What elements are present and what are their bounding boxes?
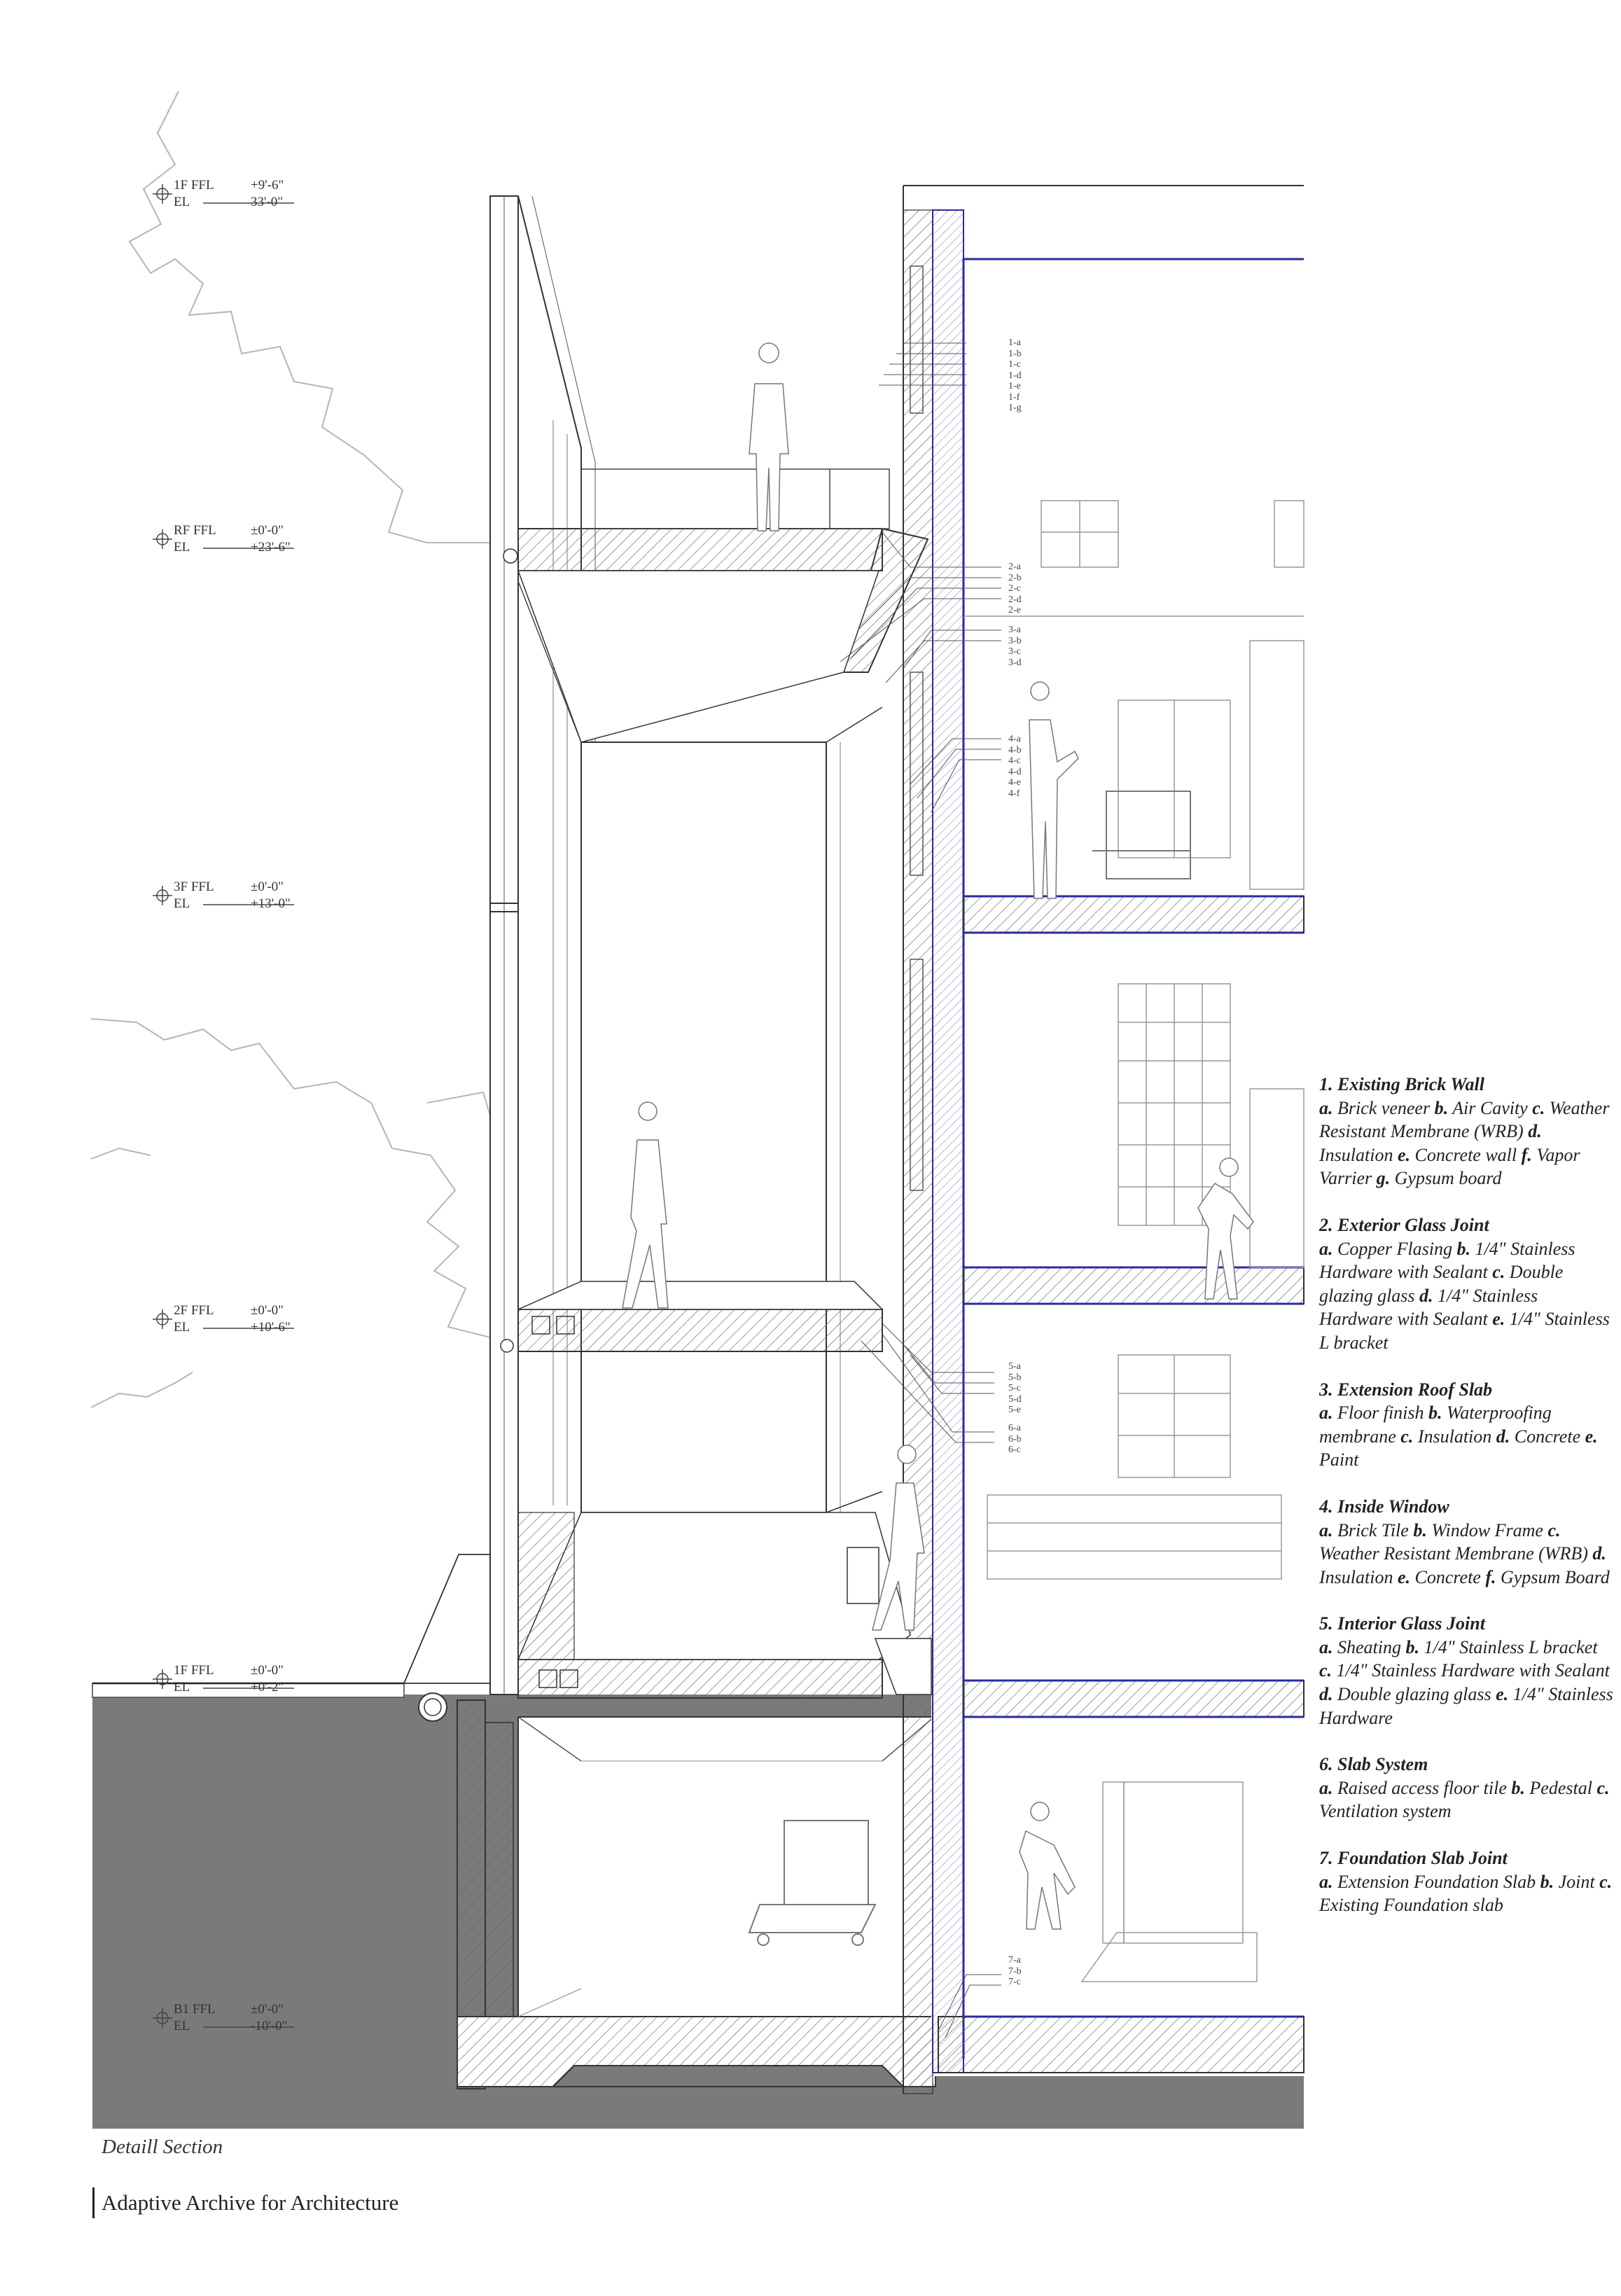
legend-section (1319, 1213, 1613, 1355)
legend-section-title: 4. Inside Window (1319, 1496, 1449, 1517)
legend-item-key: d. (1592, 1543, 1606, 1564)
legend-item-key: d. (1496, 1426, 1510, 1447)
legend-section-title: 6. Slab System (1319, 1754, 1428, 1775)
legend-item-key: b. (1434, 1097, 1449, 1118)
elevation-label: EL (174, 540, 190, 555)
legend-item-text: Weather Resistant Membrane (WRB) (1319, 1543, 1593, 1564)
level-name: 1F FFL (174, 1663, 214, 1678)
legend-section-body (1319, 1636, 1613, 1730)
legend-item-key: e. (1397, 1566, 1410, 1587)
legend-section-title: 7. Foundation Slab Joint (1319, 1848, 1508, 1869)
legend-item-text: Copper Flasing (1333, 1238, 1457, 1259)
detail-tag: 5-e (1008, 1405, 1021, 1415)
legend-item-key: e. (1397, 1144, 1410, 1165)
legend-item-text: Double glazing glass (1333, 1684, 1496, 1705)
legend-item-text: Existing Foundation slab (1319, 1895, 1503, 1916)
legend-item-key: b. (1413, 1519, 1427, 1540)
legend-item-text: Concrete (1510, 1426, 1585, 1447)
legend-item-text: Double glazing glass (1319, 1262, 1564, 1306)
detail-tag: 1-c (1008, 359, 1021, 370)
legend-section-body (1319, 1401, 1613, 1472)
elevation-label: EL (174, 1680, 190, 1695)
tag-group-7 (1008, 1955, 1022, 1988)
legend-section-body (1319, 1519, 1613, 1589)
legend-item-key: b. (1540, 1871, 1554, 1892)
level-value: +9'-6" (251, 178, 284, 193)
legend-item-key: a. (1319, 1519, 1333, 1540)
tree-outline (91, 91, 494, 1407)
detail-tag: 1-b (1008, 348, 1022, 359)
legend-item-key: b. (1511, 1777, 1525, 1798)
detail-tag: 2-e (1008, 605, 1021, 615)
legend-section-body (1319, 1237, 1613, 1355)
legend-item-text: Ventilation system (1319, 1801, 1452, 1822)
legend-item-text: Raised access floor tile (1333, 1777, 1512, 1798)
detail-tag: 5-b (1008, 1372, 1022, 1383)
legend-item-key: c. (1596, 1777, 1610, 1798)
glass-extension (490, 196, 931, 1698)
detail-tag: 7-a (1008, 1955, 1021, 1965)
existing-building (903, 186, 1304, 2094)
legend-item-text: Gypsum Board (1496, 1566, 1610, 1587)
tag-group-2 (1008, 562, 1022, 616)
legend-item-key: d. (1528, 1121, 1542, 1142)
detail-tag: 4-a (1008, 734, 1021, 744)
legend-item-key: a. (1319, 1403, 1333, 1424)
legend-item-key: d. (1319, 1684, 1333, 1705)
legend-item-text: Insulation (1319, 1566, 1398, 1587)
legend-item-key: f. (1485, 1566, 1496, 1587)
level-value: ±0'-0" (251, 1303, 284, 1318)
elevation-label: EL (174, 896, 190, 911)
legend-item-text: 1/4" Stainless L bracket (1419, 1636, 1598, 1657)
legend-section (1319, 1378, 1613, 1472)
legend-item-text: 1/4" Stainless Hardware (1319, 1684, 1613, 1728)
legend-item-key: e. (1585, 1426, 1598, 1447)
legend-item-key: c. (1400, 1426, 1414, 1447)
detail-tag: 7-c (1008, 1977, 1021, 1987)
legend-item-text: Insulation (1319, 1144, 1398, 1165)
legend-item-key: e. (1496, 1684, 1509, 1705)
detail-tag: 2-d (1008, 594, 1022, 605)
legend-item-key: c. (1599, 1871, 1613, 1892)
level-name: 2F FFL (174, 1303, 214, 1318)
person-on-roof (749, 343, 788, 531)
elevation-value: +10'-6" (251, 1320, 291, 1335)
legend-section (1319, 1753, 1613, 1823)
legend-item-key: c. (1532, 1097, 1545, 1118)
legend-section (1319, 1073, 1613, 1190)
legend-item-text: Paint (1319, 1449, 1359, 1470)
legend-item-text: Floor finish (1333, 1403, 1429, 1424)
detail-tag: 1-a (1008, 338, 1021, 348)
legend-item-text: Brick Tile (1333, 1519, 1414, 1540)
legend-section-title: 3. Extension Roof Slab (1319, 1379, 1493, 1400)
detail-tag: 3-d (1008, 657, 1022, 668)
legend-item-key: g. (1376, 1168, 1391, 1189)
level-name: 3F FFL (174, 879, 214, 894)
tag-group-4 (1008, 734, 1022, 799)
level-name: 1F FFL (174, 178, 214, 193)
elevation-value: 33'-0" (251, 195, 284, 209)
legend-item-text: 1/4" Stainless Hardware with Sealant (1319, 1285, 1538, 1330)
tag-group-5 (1008, 1361, 1022, 1416)
legend-item-key: a. (1319, 1097, 1333, 1118)
legend-item-key: c. (1319, 1660, 1333, 1681)
legend-item-key: a. (1319, 1777, 1333, 1798)
legend-item-text: Extension Foundation Slab (1333, 1871, 1540, 1892)
detail-tag: 3-c (1008, 646, 1021, 657)
detail-tag: 4-c (1008, 756, 1021, 766)
project-title: Adaptive Archive for Architecture (92, 2187, 398, 2218)
tag-group-6 (1008, 1423, 1022, 1456)
level-name: RF FFL (174, 523, 216, 538)
legend-item-key: c. (1547, 1519, 1561, 1540)
level-name: B1 FFL (174, 2002, 216, 2017)
legend-item-text: Pedestal (1524, 1777, 1597, 1798)
legend-section-body (1319, 1776, 1613, 1823)
detail-tag: 6-a (1008, 1423, 1021, 1433)
detail-tag: 1-g (1008, 403, 1022, 413)
legend-item-key: f. (1521, 1144, 1532, 1165)
legend-section-body (1319, 1097, 1613, 1190)
legend-item-key: b. (1405, 1636, 1419, 1657)
legend-section-title: 5. Interior Glass Joint (1319, 1613, 1485, 1634)
detail-tag: 7-b (1008, 1965, 1022, 1977)
level-value: ±0'-0" (251, 523, 284, 538)
legend-item-text: 1/4" Stainless Hardware with Sealant (1319, 1238, 1575, 1283)
legend-item-text: Gypsum board (1390, 1168, 1502, 1189)
legend-section-title: 2. Exterior Glass Joint (1319, 1214, 1489, 1235)
legend-section-title: 1. Existing Brick Wall (1319, 1074, 1484, 1094)
legend-item-text: Sheating (1333, 1636, 1406, 1657)
elevation-label: EL (174, 195, 190, 209)
level-value: ±0'-0" (251, 2002, 284, 2017)
elevation-value: +0'-2" (251, 1680, 284, 1695)
legend-item-text: Brick veneer (1333, 1097, 1435, 1118)
legend-item-key: b. (1428, 1403, 1442, 1424)
detail-legend (1319, 1073, 1613, 1940)
detail-tag: 5-a (1008, 1361, 1021, 1372)
detail-tag: 4-d (1008, 766, 1022, 777)
level-value: ±0'-0" (251, 879, 284, 894)
detail-tag: 1-e (1008, 381, 1021, 391)
elevation-label: EL (174, 2019, 190, 2033)
detail-tag: 5-d (1008, 1393, 1022, 1405)
legend-item-key: d. (1419, 1285, 1433, 1306)
legend-item-text: Concrete (1410, 1566, 1486, 1587)
detail-tag: 4-f (1008, 788, 1020, 799)
legend-item-text: Waterproofing membrane (1319, 1403, 1552, 1447)
legend-item-key: b. (1456, 1238, 1470, 1259)
legend-item-text: Joint (1554, 1871, 1600, 1892)
legend-item-key: c. (1492, 1262, 1505, 1283)
detail-tag: 2-b (1008, 572, 1022, 583)
detail-tag: 6-b (1008, 1433, 1022, 1445)
tag-group-1 (1008, 338, 1022, 414)
detail-tag: 2-a (1008, 562, 1021, 572)
detail-tag: 1-f (1008, 391, 1020, 403)
detail-tag: 2-c (1008, 583, 1021, 594)
legend-section-body (1319, 1870, 1613, 1917)
legend-item-text: 1/4" Stainless Hardware with Sealant (1332, 1660, 1610, 1681)
legend-item-text: Window Frame (1426, 1519, 1548, 1540)
legend-item-text: Concrete wall (1410, 1144, 1522, 1165)
detail-tag: 6-c (1008, 1445, 1021, 1455)
legend-item-text: 1/4" Stainless L bracket (1319, 1309, 1610, 1353)
legend-item-key: a. (1319, 1238, 1333, 1259)
elevation-label: EL (174, 1320, 190, 1335)
detail-tag: 5-c (1008, 1383, 1021, 1393)
detail-tag: 1-d (1008, 370, 1022, 381)
tag-group-3 (1008, 625, 1022, 668)
legend-item-key: e. (1492, 1309, 1505, 1330)
drawing-caption: Detaill Section (102, 2136, 223, 2158)
legend-section (1319, 1495, 1613, 1589)
legend-item-text: Insulation (1413, 1426, 1496, 1447)
elevation-value: -10'-0" (251, 2019, 288, 2033)
detail-tag: 3-b (1008, 635, 1022, 646)
legend-item-key: a. (1319, 1871, 1333, 1892)
legend-item-key: a. (1319, 1636, 1333, 1657)
legend-section (1319, 1846, 1613, 1917)
detail-tag: 3-a (1008, 625, 1021, 635)
detail-tag: 4-b (1008, 744, 1022, 756)
legend-item-text: Air Cavity (1448, 1097, 1533, 1118)
legend-item-text: Weather Resistant Membrane (WRB) (1319, 1097, 1610, 1142)
legend-item-text: Vapor Varrier (1319, 1144, 1580, 1189)
legend-section (1319, 1612, 1613, 1730)
detail-tag: 4-e (1008, 777, 1021, 788)
elevation-value: +13'-0" (251, 896, 291, 911)
elevation-value: +23'-6" (251, 540, 291, 555)
level-value: ±0'-0" (251, 1663, 284, 1678)
